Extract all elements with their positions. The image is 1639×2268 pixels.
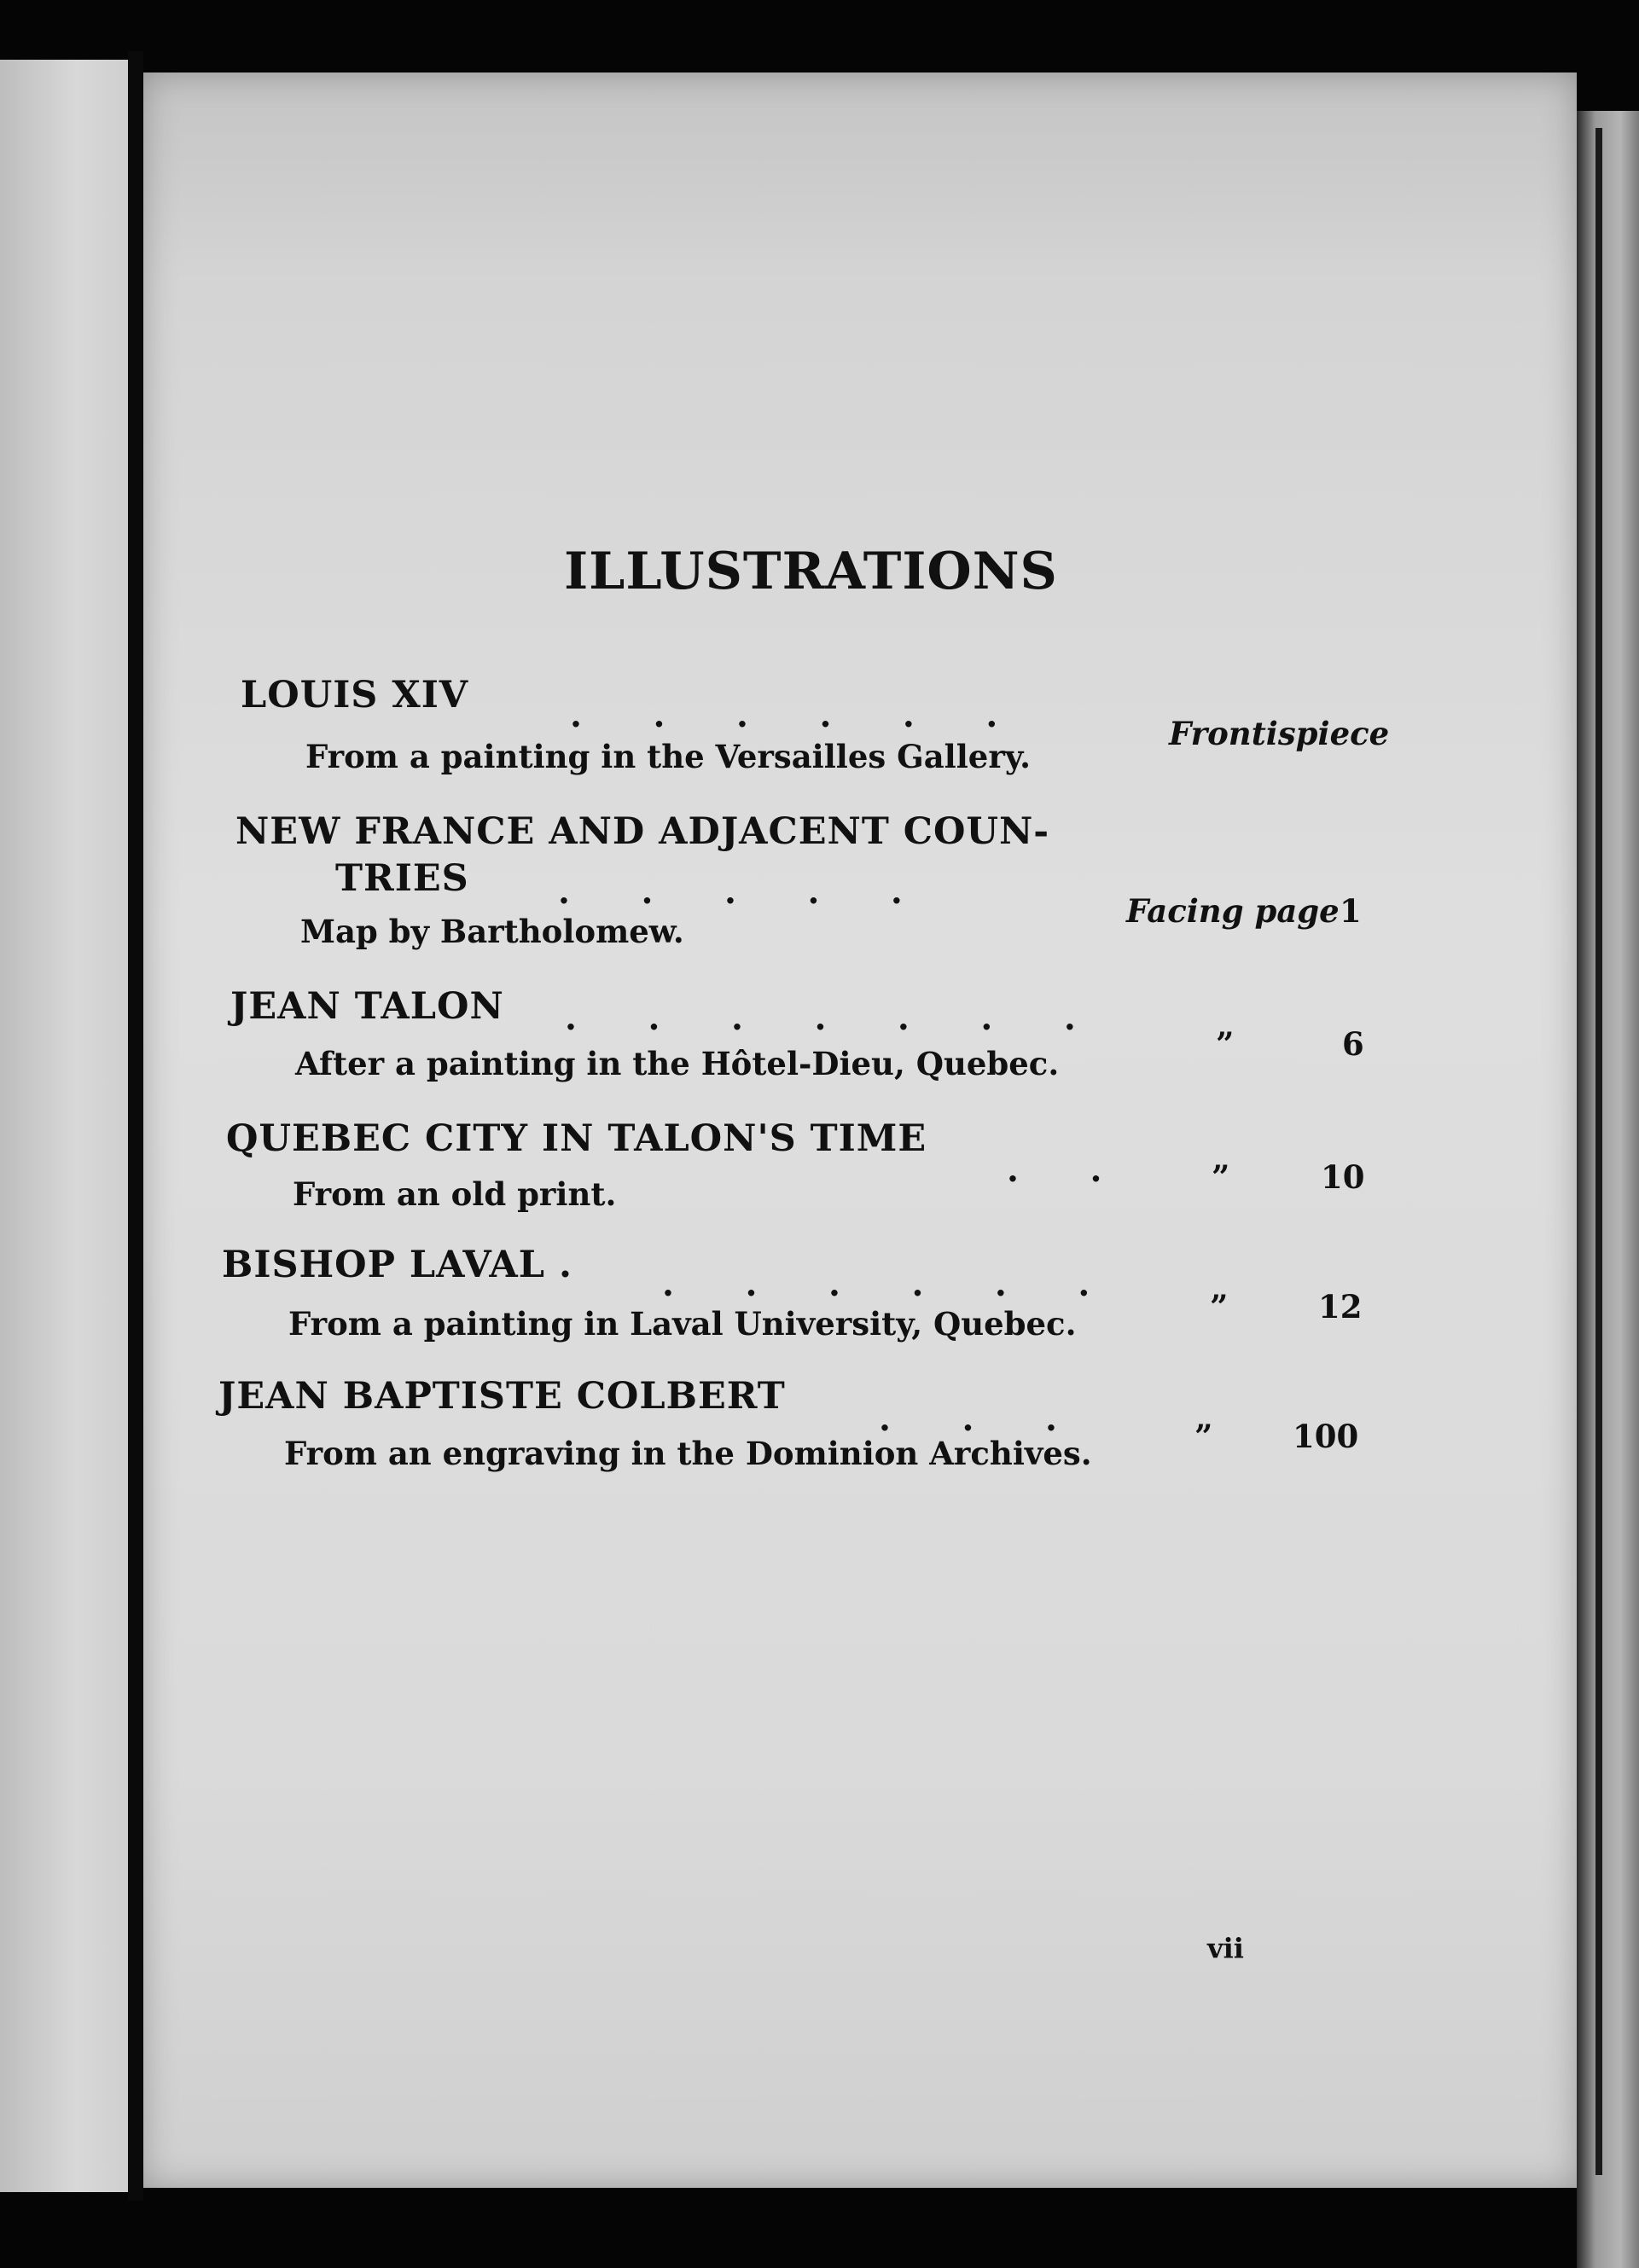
entry-caption: From a painting in the Versailles Gallery. — [305, 738, 1031, 775]
entry-page-number: 12 — [1318, 1288, 1363, 1325]
page-title: ILLUSTRATIONS — [564, 542, 1058, 601]
entry-heading: JEAN BAPTISTE COLBERT — [218, 1375, 786, 1418]
entry-heading: QUEBEC CITY IN TALON'S TIME — [226, 1117, 927, 1160]
left-page-edge — [0, 60, 128, 2192]
entry-page-number: 6 — [1342, 1025, 1364, 1063]
right-page-shadow — [1595, 128, 1602, 2175]
entry-caption: From an engraving in the Dominion Archives. — [284, 1435, 1092, 1472]
leader-dots: . . — [1007, 1150, 1102, 1190]
entry-page-number: 100 — [1293, 1418, 1359, 1455]
right-page-edges — [1577, 111, 1639, 2268]
entry-page-number: 1 — [1340, 892, 1362, 930]
entry-page-number: 10 — [1321, 1158, 1365, 1196]
leader-dots: . . . — [879, 1399, 1057, 1439]
entry-caption: Map by Bartholomew. — [300, 913, 684, 950]
book-spine — [128, 51, 143, 2201]
leader-dots: . . . . . . . — [565, 998, 1076, 1038]
entry-caption: From a painting in Laval University, Quebec. — [288, 1305, 1077, 1343]
leader-dots: . . . . . — [558, 872, 903, 912]
leader-dots: . . . . . . — [662, 1264, 1090, 1304]
entry-caption: From an old print. — [293, 1175, 617, 1213]
entry-ditto-mark: ” — [1216, 1025, 1235, 1063]
page-number: vii — [1207, 1932, 1244, 1964]
entry-heading: LOUIS XIV — [241, 674, 469, 716]
entry-caption: After a painting in the Hôtel-Dieu, Quebec. — [295, 1045, 1060, 1082]
entry-heading: NEW FRANCE AND ADJACENT COUN- — [235, 810, 1050, 853]
entry-ditto-mark: ” — [1210, 1288, 1229, 1325]
entry-ditto-mark: ” — [1194, 1418, 1213, 1455]
entry-page-ref-label: Facing page — [1126, 892, 1340, 930]
entry-heading-continued: TRIES — [335, 857, 469, 900]
entry-ditto-mark: ” — [1212, 1158, 1230, 1196]
leader-dots: . . . . . . — [570, 695, 998, 735]
entry-heading: BISHOP LAVAL . — [222, 1244, 572, 1286]
entry-page-ref: Frontispiece — [1169, 715, 1390, 752]
entry-heading: JEAN TALON — [230, 985, 504, 1028]
